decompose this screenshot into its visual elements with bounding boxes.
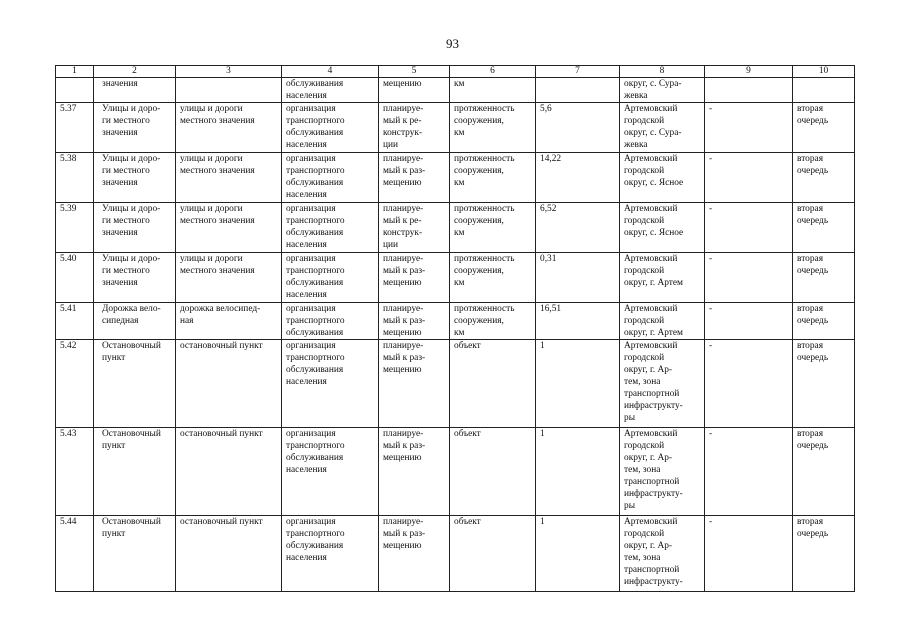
cell-zones: - xyxy=(705,340,793,428)
document-table xyxy=(55,65,855,592)
cell-characteristic: объект xyxy=(450,428,536,516)
cell-location: Артемовский городской округ, г. Ар- тем, зона транспортной инфраструкту- ры xyxy=(620,340,705,428)
cell-zones: - xyxy=(705,103,793,153)
cell-characteristic: протяженность сооружения, км xyxy=(450,253,536,303)
cell-purpose: организация транспортного обслуживания населения xyxy=(282,103,379,153)
cell-zones xyxy=(705,78,793,103)
cell-characteristic: протяженность сооружения, км xyxy=(450,103,536,153)
cell-characteristic: объект xyxy=(450,340,536,428)
table-row xyxy=(56,103,855,153)
cell-num: 5.39 xyxy=(56,203,94,253)
page-number: 93 xyxy=(446,36,459,51)
cell-value: 6,52 xyxy=(536,203,620,253)
table-row xyxy=(56,340,855,428)
cell-status: планируе- мый к раз- мещению xyxy=(379,428,450,516)
cell-purpose: организация транспортного обслуживания населения xyxy=(282,203,379,253)
cell-status: планируе- мый к ре- конструк- ции xyxy=(379,203,450,253)
table-row xyxy=(56,253,855,303)
cell-stage: вторая очередь xyxy=(793,428,855,516)
cell-value: 5,6 xyxy=(536,103,620,153)
cell-status: планируе- мый к раз- мещению xyxy=(379,516,450,592)
cell-value: 0,31 xyxy=(536,253,620,303)
cell-stage: вторая очередь xyxy=(793,516,855,592)
column-number-6: 6 xyxy=(450,66,536,78)
column-number-1: 1 xyxy=(56,66,94,78)
column-number-8: 8 xyxy=(620,66,705,78)
cell-zones: - xyxy=(705,153,793,203)
cell-status: планируе- мый к раз- мещению xyxy=(379,153,450,203)
cell-status: планируе- мый к раз- мещению xyxy=(379,340,450,428)
column-number-5: 5 xyxy=(379,66,450,78)
cell-type: остановочный пункт xyxy=(176,428,282,516)
table-row xyxy=(56,78,855,103)
cell-value: 16,51 xyxy=(536,303,620,340)
cell-num xyxy=(56,78,94,103)
cell-characteristic: протяженность сооружения, км xyxy=(450,303,536,340)
cell-purpose: обслуживания населения xyxy=(282,78,379,103)
cell-status: планируе- мый к ре- конструк- ции xyxy=(379,103,450,153)
cell-characteristic: протяженность сооружения, км xyxy=(450,153,536,203)
cell-purpose: организация транспортного обслуживания населения xyxy=(282,153,379,203)
cell-stage xyxy=(793,78,855,103)
cell-location: Артемовский городской округ, г. Артем xyxy=(620,303,705,340)
cell-stage: вторая очередь xyxy=(793,253,855,303)
column-number-2: 2 xyxy=(94,66,176,78)
cell-zones: - xyxy=(705,203,793,253)
cell-name: Остановочный пункт xyxy=(94,428,176,516)
table-row xyxy=(56,153,855,203)
cell-name: Остановочный пункт xyxy=(94,516,176,592)
cell-value: 1 xyxy=(536,516,620,592)
cell-type: улицы и дороги местного значения xyxy=(176,253,282,303)
cell-status: планируе- мый к раз- мещению xyxy=(379,303,450,340)
table-row xyxy=(56,516,855,592)
cell-status: планируе- мый к раз- мещению xyxy=(379,253,450,303)
cell-name: Остановочный пункт xyxy=(94,340,176,428)
cell-num: 5.43 xyxy=(56,428,94,516)
cell-location: Артемовский городской округ, г. Артем xyxy=(620,253,705,303)
cell-zones: - xyxy=(705,516,793,592)
table-row xyxy=(56,203,855,253)
cell-location: Артемовский городской округ, г. Ар- тем, зона транспортной инфраструкту- xyxy=(620,516,705,592)
cell-type: улицы и дороги местного значения xyxy=(176,103,282,153)
cell-name: Улицы и доро- ги местного значения xyxy=(94,253,176,303)
table-body xyxy=(56,66,855,592)
cell-num: 5.37 xyxy=(56,103,94,153)
cell-name: Улицы и доро- ги местного значения xyxy=(94,203,176,253)
cell-stage: вторая очередь xyxy=(793,203,855,253)
cell-zones: - xyxy=(705,303,793,340)
table-row xyxy=(56,428,855,516)
cell-name: значения xyxy=(94,78,176,103)
cell-num: 5.41 xyxy=(56,303,94,340)
cell-stage: вторая очередь xyxy=(793,303,855,340)
cell-characteristic: объект xyxy=(450,516,536,592)
cell-num: 5.42 xyxy=(56,340,94,428)
cell-value xyxy=(536,78,620,103)
cell-type: остановочный пункт xyxy=(176,340,282,428)
cell-location: Артемовский городской округ, с. Ясное xyxy=(620,153,705,203)
table-row xyxy=(56,303,855,340)
column-number-9: 9 xyxy=(705,66,793,78)
cell-type: улицы и дороги местного значения xyxy=(176,203,282,253)
column-number-row xyxy=(56,66,855,78)
cell-status: мещению xyxy=(379,78,450,103)
cell-num: 5.38 xyxy=(56,153,94,203)
cell-type xyxy=(176,78,282,103)
cell-type: дорожка велосипед- ная xyxy=(176,303,282,340)
cell-stage: вторая очередь xyxy=(793,153,855,203)
cell-stage: вторая очередь xyxy=(793,340,855,428)
cell-location: округ, с. Сура- жевка xyxy=(620,78,705,103)
cell-purpose: организация транспортного обслуживания xyxy=(282,303,379,340)
cell-characteristic: км xyxy=(450,78,536,103)
cell-name: Улицы и доро- ги местного значения xyxy=(94,153,176,203)
cell-location: Артемовский городской округ, с. Ясное xyxy=(620,203,705,253)
cell-zones: - xyxy=(705,253,793,303)
cell-value: 14,22 xyxy=(536,153,620,203)
cell-value: 1 xyxy=(536,340,620,428)
cell-characteristic: протяженность сооружения, км xyxy=(450,203,536,253)
cell-type: остановочный пункт xyxy=(176,516,282,592)
cell-num: 5.44 xyxy=(56,516,94,592)
cell-location: Артемовский городской округ, г. Ар- тем, зона транспортной инфраструкту- ры xyxy=(620,428,705,516)
cell-name: Дорожка вело- сипедная xyxy=(94,303,176,340)
cell-purpose: организация транспортного обслуживания населения xyxy=(282,253,379,303)
cell-value: 1 xyxy=(536,428,620,516)
column-number-7: 7 xyxy=(536,66,620,78)
cell-type: улицы и дороги местного значения xyxy=(176,153,282,203)
cell-name: Улицы и доро- ги местного значения xyxy=(94,103,176,153)
cell-purpose: организация транспортного обслуживания населения xyxy=(282,340,379,428)
cell-purpose: организация транспортного обслуживания населения xyxy=(282,428,379,516)
column-number-4: 4 xyxy=(282,66,379,78)
cell-zones: - xyxy=(705,428,793,516)
cell-stage: вторая очередь xyxy=(793,103,855,153)
cell-purpose: организация транспортного обслуживания населения xyxy=(282,516,379,592)
cell-location: Артемовский городской округ, с. Сура- жевка xyxy=(620,103,705,153)
column-number-3: 3 xyxy=(176,66,282,78)
cell-num: 5.40 xyxy=(56,253,94,303)
column-number-10: 10 xyxy=(793,66,855,78)
